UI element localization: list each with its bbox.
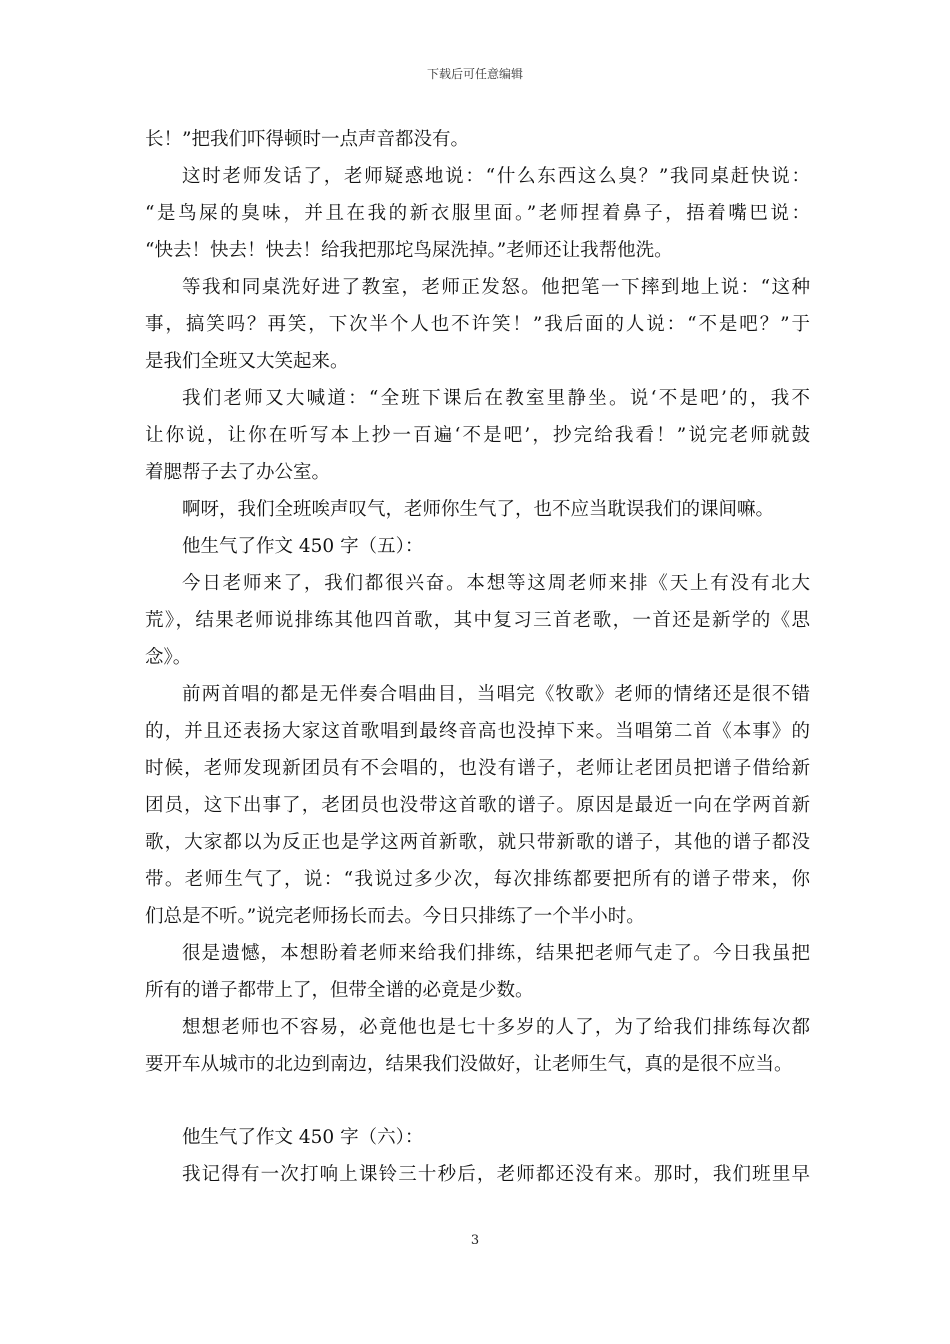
text-line: 歌，大家都以为反正也是学这两首新歌，就只带新歌的谱子，其他的谱子都没 bbox=[145, 832, 810, 853]
text-line: “是鸟屎的臭味，并且在我的新衣服里面。”老师捏着鼻子，捂着嘴巴说： bbox=[145, 203, 810, 224]
paragraph-gap bbox=[145, 1083, 810, 1119]
text-line: 的，并且还表扬大家这首歌唱到最终音高也没掉下来。当唱第二首《本事》的 bbox=[145, 721, 810, 742]
text-line: 今日老师来了，我们都很兴奋。本想等这周老师来排《天上有没有北大 bbox=[182, 573, 810, 594]
text-line: 荒》，结果老师说排练其他四首歌，其中复习三首老歌，一首还是新学的《思 bbox=[145, 610, 810, 631]
text-line: 着腮帮子去了办公室。 bbox=[145, 462, 331, 483]
text-line: 团员，这下出事了，老团员也没带这首歌的谱子。原因是最近一向在学两首新 bbox=[145, 795, 810, 816]
text-line: 等我和同桌洗好进了教室，老师正发怒。他把笔一下摔到地上说：“这种 bbox=[182, 277, 810, 298]
text-line: 们总是不听。”说完老师扬长而去。今日只排练了一个半小时。 bbox=[145, 906, 645, 927]
text-line: 我们老师又大喊道：“全班下课后在教室里静坐。说‘不是吧’的，我不 bbox=[182, 388, 810, 409]
text-line: 事，搞笑吗？再笑，下次半个人也不许笑！”我后面的人说：“不是吧？”于 bbox=[145, 314, 810, 335]
page-header: 下载后可任意编辑 bbox=[426, 67, 523, 81]
text-line: 念》。 bbox=[145, 647, 192, 668]
text-line: 我记得有一次打响上课铃三十秒后，老师都还没有来。那时，我们班里早 bbox=[182, 1164, 810, 1185]
text-line: 要开车从城市的北边到南边，结果我们没做好，让老师生气，真的是很不应当。 bbox=[145, 1054, 793, 1075]
text-line: 想想老师也不容易，必竟他也是七十多岁的人了，为了给我们排练每次都 bbox=[182, 1017, 810, 1038]
text-line: 前两首唱的都是无伴奏合唱曲目，当唱完《牧歌》老师的情绪还是很不错 bbox=[182, 684, 810, 705]
section-heading: 他生气了作文 450 字（五）： bbox=[182, 536, 424, 557]
text-line: 长！”把我们吓得顿时一点声音都没有。 bbox=[145, 129, 469, 150]
section-heading: 他生气了作文 450 字（六）： bbox=[182, 1127, 424, 1148]
text-line: 很是遗憾，本想盼着老师来给我们排练，结果把老师气走了。今日我虽把 bbox=[182, 943, 810, 964]
text-line: 让你说，让你在听写本上抄一百遍‘不是吧’，抄完给我看！”说完老师就鼓 bbox=[145, 425, 810, 446]
text-line: “快去！快去！快去！给我把那坨鸟屎洗掉。”老师还让我帮他洗。 bbox=[145, 240, 673, 261]
text-line: 是我们全班又大笑起来。 bbox=[145, 351, 349, 372]
text-line: 啊呀，我们全班唉声叹气，老师你生气了，也不应当耽误我们的课间嘛。 bbox=[182, 499, 775, 520]
text-line: 所有的谱子都带上了，但带全谱的必竟是少数。 bbox=[145, 980, 534, 1001]
text-line: 时候，老师发现新团员有不会唱的，也没有谱子，老师让老团员把谱子借给新 bbox=[145, 758, 810, 779]
page-number: 3 bbox=[470, 1233, 480, 1248]
document-body bbox=[145, 121, 810, 1193]
text-line: 这时老师发话了，老师疑惑地说：“什么东西这么臭？”我同桌赶快说： bbox=[182, 166, 810, 187]
text-line: 带。老师生气了，说：“我说过多少次，每次排练都要把所有的谱子带来，你 bbox=[145, 869, 810, 890]
